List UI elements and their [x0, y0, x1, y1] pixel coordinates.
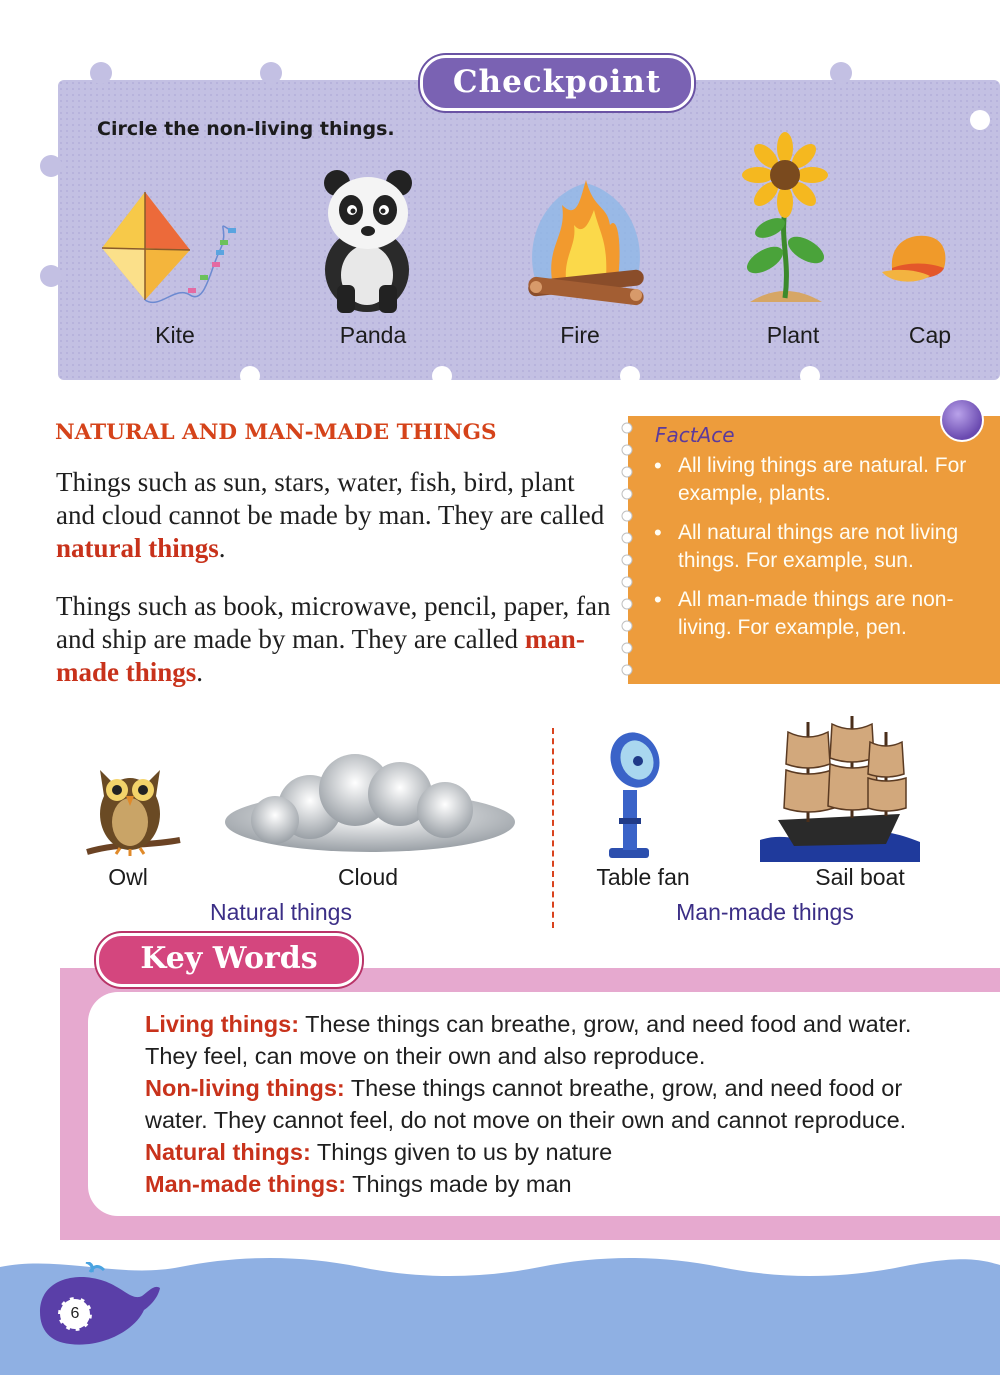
- puzzle-knob: [830, 62, 852, 84]
- sail-boat-label: Sail boat: [815, 864, 905, 890]
- factace-title: FactAce: [655, 423, 735, 447]
- man-made-things-highlight: man-made things: [56, 624, 585, 687]
- key-words-list: [145, 1008, 965, 1200]
- natural-things-highlight: natural things: [56, 533, 219, 563]
- owl-icon: [82, 752, 182, 862]
- key-word-term: Non-living things:: [145, 1075, 345, 1101]
- natural-things-caption: Natural things: [210, 899, 352, 925]
- panda-icon[interactable]: [315, 165, 420, 315]
- sunflower-icon[interactable]: [730, 130, 840, 310]
- puzzle-hole: [620, 366, 640, 386]
- fire-label: Fire: [560, 322, 600, 348]
- key-word-definition: These things can breathe, grow, and need food and water. They feel, can move on their own and also reproduce.: [145, 1011, 912, 1069]
- puzzle-knob: [40, 265, 62, 287]
- key-words-title: Key Words: [96, 933, 362, 987]
- paragraph-text: Things such as sun, stars, water, fish, bird, plant and cloud cannot be made by man. They are called: [56, 467, 605, 530]
- cloud-label: Cloud: [337, 864, 399, 890]
- notebook-spiral: [614, 420, 640, 682]
- fact-list: [650, 452, 1000, 653]
- cap-label: Cap: [908, 322, 952, 348]
- key-word-definition: These things cannot breathe, grow, and need food or water. They cannot feel, do not move on their own and cannot reproduce.: [145, 1075, 907, 1133]
- puzzle-hole: [800, 366, 820, 386]
- table-fan-label: Table fan: [596, 864, 690, 890]
- kite-icon[interactable]: [100, 190, 250, 315]
- fact-item: • All man-made things are non-living. For example, pen.: [650, 586, 1000, 642]
- section-heading: NATURAL AND MAN-MADE THINGS: [55, 420, 497, 445]
- owl-label: Owl: [108, 864, 148, 890]
- fire-icon[interactable]: [522, 175, 650, 310]
- paragraph-end: .: [196, 657, 204, 687]
- table-fan-icon: [605, 730, 675, 860]
- key-word-definition: Things given to us by nature: [310, 1139, 613, 1165]
- key-word-definition: Things made by man: [346, 1171, 572, 1197]
- man-made-things-caption: Man-made things: [676, 899, 854, 925]
- checkpoint-instruction: Circle the non-living things.: [97, 118, 395, 140]
- example-divider: [552, 728, 554, 928]
- key-word-entry: [145, 1072, 965, 1136]
- puzzle-knob: [90, 62, 112, 84]
- puzzle-hole: [970, 110, 990, 130]
- cap-icon[interactable]: [878, 228, 958, 288]
- key-word-term: Man-made things:: [145, 1171, 347, 1197]
- paragraph-text: Things such as book, microwave, pencil, paper, fan and ship are made by man. They are called: [56, 591, 611, 654]
- cloud-icon: [220, 752, 520, 862]
- paragraph-natural: [56, 466, 616, 565]
- key-word-entry: [145, 1136, 965, 1168]
- checkpoint-title: Checkpoint: [420, 55, 694, 111]
- pin-icon: [940, 398, 984, 442]
- puzzle-knob: [40, 155, 62, 177]
- key-word-term: Natural things:: [145, 1139, 311, 1165]
- key-word-term: Living things:: [145, 1011, 300, 1037]
- puzzle-hole: [240, 366, 260, 386]
- sail-boat-icon: [760, 712, 920, 862]
- paragraph-manmade: [56, 590, 616, 689]
- key-word-entry: [145, 1168, 965, 1200]
- page-number: 6: [58, 1297, 92, 1331]
- key-word-entry: [145, 1008, 965, 1072]
- puzzle-hole: [432, 366, 452, 386]
- plant-label: Plant: [766, 322, 820, 348]
- fact-item: • All living things are natural. For example, plants.: [650, 452, 1000, 508]
- kite-label: Kite: [155, 322, 195, 348]
- panda-label: Panda: [339, 322, 407, 348]
- whale-icon: [30, 1262, 170, 1357]
- puzzle-knob: [260, 62, 282, 84]
- fact-item: • All natural things are not living things. For example, sun.: [650, 519, 1000, 575]
- paragraph-end: .: [218, 533, 226, 563]
